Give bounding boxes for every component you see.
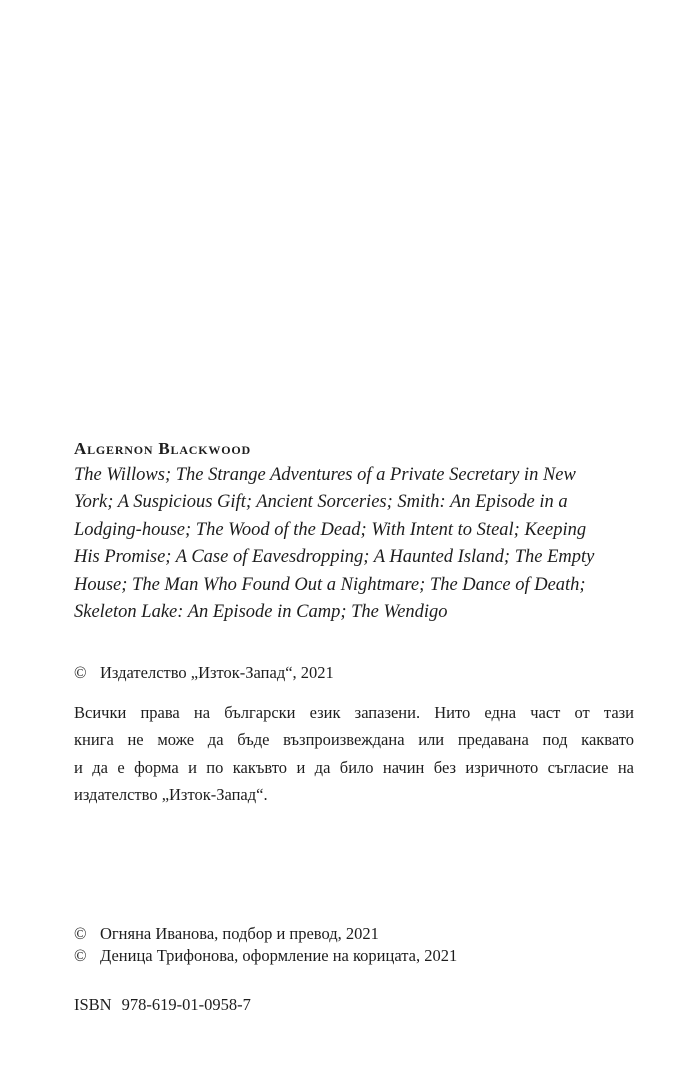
copyright-symbol: © [74,924,87,943]
cover-design-credit-text: Деница Трифонова, оформление на корицата, 2021 [100,946,458,965]
isbn-line [74,994,251,1016]
publisher-copyright [74,662,334,684]
rights-notice-line: и да е форма и по какъвто и да било начин без изричното съгласие на [74,757,634,777]
rights-notice-line: книга не може да бъде възпроизвеждана или предавана под каквато [74,730,634,750]
author-name: Algernon Blackwood [74,439,251,458]
story-titles-line: His Promise; A Case of Eavesdropping; A Haunted Island; The Empty [74,547,595,568]
copyright-symbol: © [74,663,87,682]
story-titles-line: The Willows; The Strange Adventures of a Private Secretary in New [74,465,576,485]
rights-notice-line: издателство „Изток-Запад“. [74,785,268,805]
rights-notice-line: Всички права на български език запазени. Нито една част от тази [74,703,634,722]
story-titles-line: Skeleton Lake: An Episode in Camp; The Wendigo [74,602,448,623]
story-titles [74,462,634,626]
publisher-copyright-text: Издателство „Изток-Запад“, 2021 [100,663,334,682]
isbn-label: ISBN [74,995,112,1014]
isbn-value: 978-619-01-0958-7 [121,995,251,1014]
cover-design-credit [74,945,457,967]
copyright-symbol: © [74,946,87,965]
rights-notice [74,699,634,809]
story-titles-line: Lodging-house; The Wood of the Dead; With Intent to Steal; Keeping [74,519,587,540]
translator-credit [74,923,379,945]
translator-credit-text: Огняна Иванова, подбор и превод, 2021 [100,924,379,943]
story-titles-line: York; A Suspicious Gift; Ancient Sorceries; Smith: An Episode in a [74,492,568,513]
story-titles-line: House; The Man Who Found Out a Nightmare; The Dance of Death; [74,574,586,595]
